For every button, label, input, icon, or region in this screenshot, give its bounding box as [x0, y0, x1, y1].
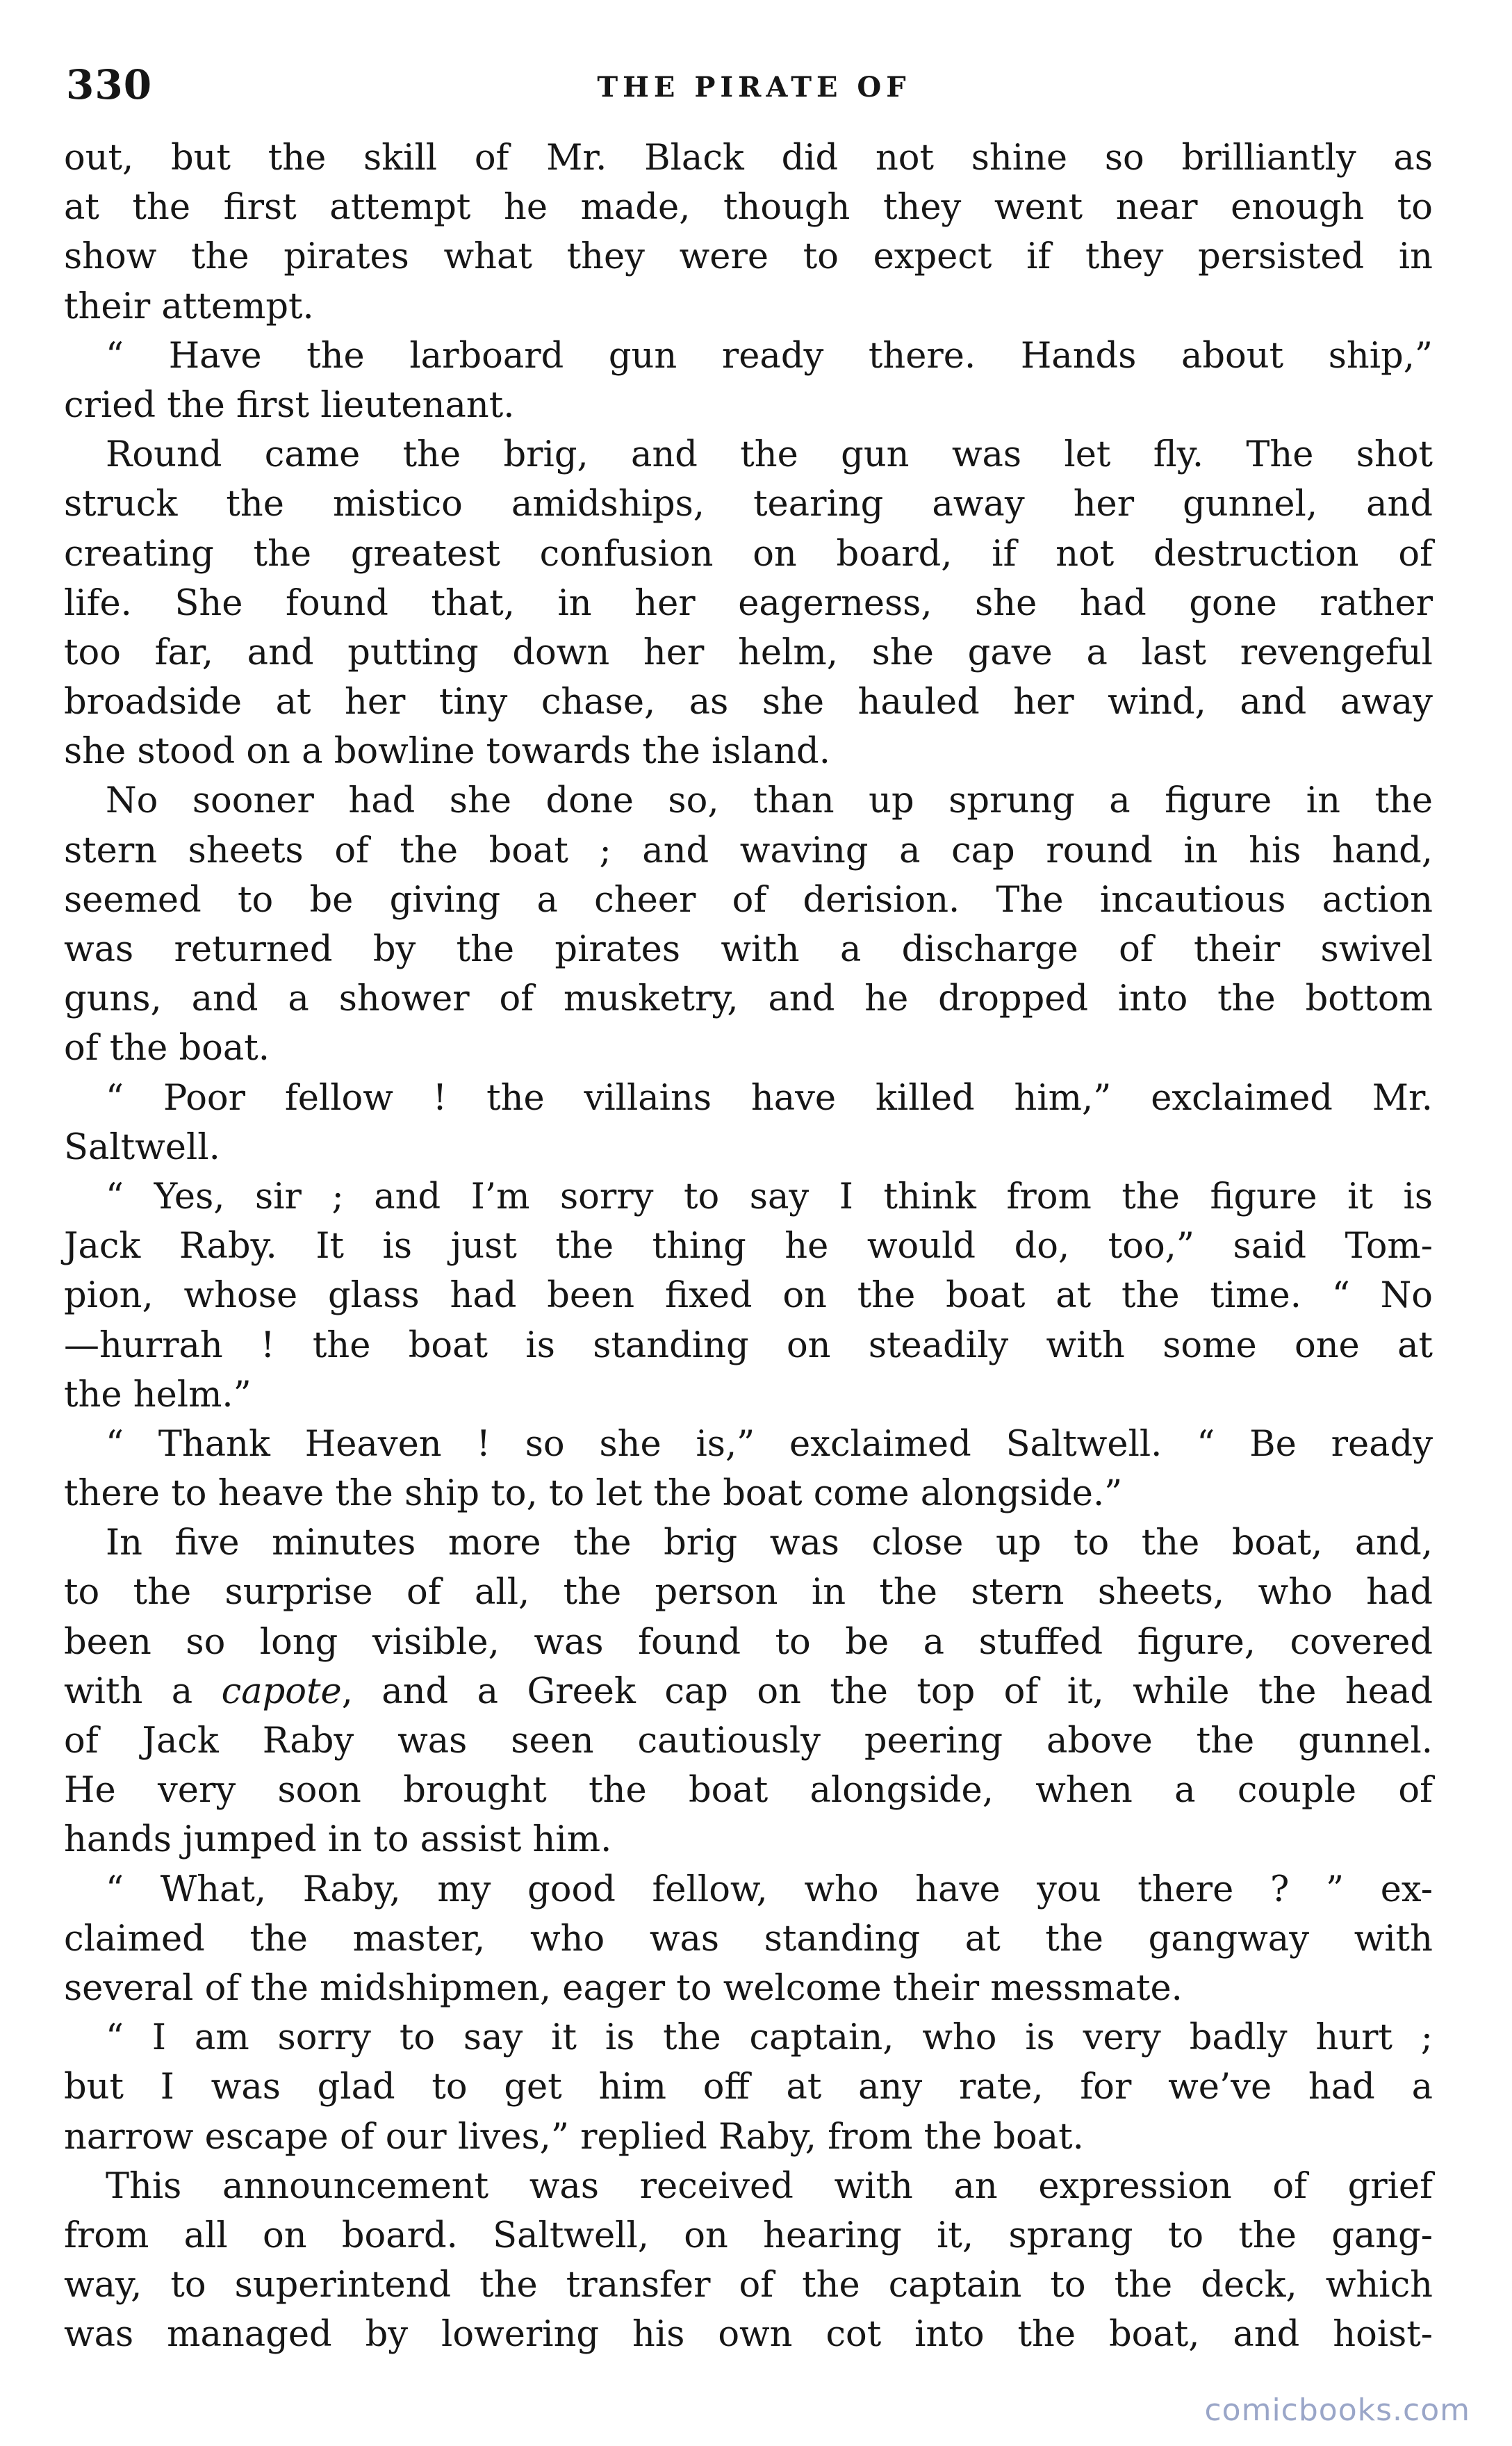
text-line: hands jumped in to assist him. [64, 1819, 612, 1861]
text-line: stern sheets of the boat ; and waving a cap round in his hand, [64, 830, 1433, 871]
paragraph [64, 776, 1433, 1073]
text-line: No sooner had she done so, than up sprung a figure in the [106, 780, 1433, 822]
text-line: “ Poor fellow ! the villains have killed him,” exclaimed Mr. [106, 1077, 1433, 1119]
text-line: too far, and putting down her helm, she gave a last revengeful [64, 632, 1433, 673]
paragraph [64, 1420, 1433, 1518]
text-line: there to heave the ship to, to let the boat come alongside.” [64, 1473, 1123, 1515]
text-line: with a capote, and a Greek cap on the top of it, while the head [64, 1671, 1433, 1712]
text-line: This announcement was received with an expression of grief [106, 2165, 1433, 2207]
running-title: THE PIRATE OF [597, 71, 911, 104]
text-line: of the boat. [64, 1028, 270, 1069]
text-line: narrow escape of our lives,” replied Raby, from the boat. [64, 2116, 1084, 2158]
text-line: of Jack Raby was seen cautiously peering above the gunnel. [64, 1721, 1433, 1762]
text-line: life. She found that, in her eagerness, she had gone rather [64, 582, 1433, 624]
text-line: guns, and a shower of musketry, and he dropped into the bottom [64, 978, 1433, 1020]
paragraph [64, 430, 1433, 776]
paragraph [64, 1865, 1433, 2014]
paragraph [64, 1172, 1433, 1420]
text-line: He very soon brought the boat alongside, when a couple of [64, 1770, 1433, 1812]
text-line: creating the greatest confusion on board, if not destruction of [64, 533, 1433, 575]
text-line: claimed the master, who was standing at the gangway with [64, 1918, 1433, 1960]
italic-word: capote [221, 1671, 342, 1712]
text-line: Round came the brig, and the gun was let fly. The shot [106, 434, 1433, 476]
text-line: but I was glad to get him off at any rate, for we’ve had a [64, 2067, 1433, 2108]
text-line: broadside at her tiny chase, as she hauled her wind, and away [64, 682, 1433, 723]
text-line: the helm.” [64, 1374, 252, 1415]
text-line: way, to superintend the transfer of the captain to the deck, which [64, 2265, 1433, 2306]
text-line: seemed to be giving a cheer of derision. The incautious action [64, 879, 1433, 921]
text-line: pion, whose glass had been fixed on the boat at the time. “ No [64, 1275, 1433, 1317]
text-line: from all on board. Saltwell, on hearing it, sprang to the gang- [64, 2215, 1433, 2256]
page-number: 330 [66, 61, 153, 108]
text-line: to the surprise of all, the person in the stern sheets, who had [64, 1572, 1433, 1614]
paragraph [64, 331, 1433, 430]
text-line: “ Have the larboard gun ready there. Hands about ship,” [106, 335, 1433, 377]
text-line: “ I am sorry to say it is the captain, who is very badly hurt ; [106, 2017, 1433, 2059]
running-head [66, 61, 1442, 117]
text-line: —hurrah ! the boat is standing on steadily with some one at [64, 1324, 1433, 1366]
text-line: several of the midshipmen, eager to welcome their messmate. [64, 1967, 1183, 2009]
text-line: was managed by lowering his own cot into the boat, and hoist- [64, 2314, 1433, 2356]
text-line: Saltwell. [64, 1126, 220, 1168]
text-line: “ Thank Heaven ! so she is,” exclaimed Saltwell. “ Be ready [106, 1423, 1433, 1465]
paragraph [64, 2013, 1433, 2162]
text-line: struck the mistico amidships, tearing away her gunnel, and [64, 484, 1433, 525]
text-line: their attempt. [64, 286, 314, 327]
text-line: at the first attempt he made, though they went near enough to [64, 187, 1433, 229]
text-line: was returned by the pirates with a discharge of their swivel [64, 929, 1433, 970]
text-line: been so long visible, was found to be a stuffed figure, covered [64, 1621, 1433, 1663]
paragraph [64, 133, 1433, 331]
watermark: comicbooks.com [1204, 2392, 1470, 2428]
paragraph [64, 1074, 1433, 1172]
text-line: “ What, Raby, my good fellow, who have you there ? ” ex- [106, 1869, 1433, 1910]
text-line: out, but the skill of Mr. Black did not shine so brilliantly as [64, 138, 1433, 179]
paragraph [64, 1518, 1433, 1864]
text-line: cried the first lieutenant. [64, 384, 515, 426]
text-line: show the pirates what they were to expect if they persisted in [64, 236, 1433, 278]
text-line: In five minutes more the brig was close up to the boat, and, [106, 1522, 1433, 1564]
paragraph [64, 2162, 1433, 2360]
text-line: “ Yes, sir ; and I’m sorry to say I think from the figure it is [106, 1176, 1433, 1217]
text-line: Jack Raby. It is just the thing he would do, too,” said Tom- [64, 1226, 1433, 1267]
body-text [64, 133, 1433, 2359]
text-line: she stood on a bowline towards the island. [64, 731, 830, 773]
